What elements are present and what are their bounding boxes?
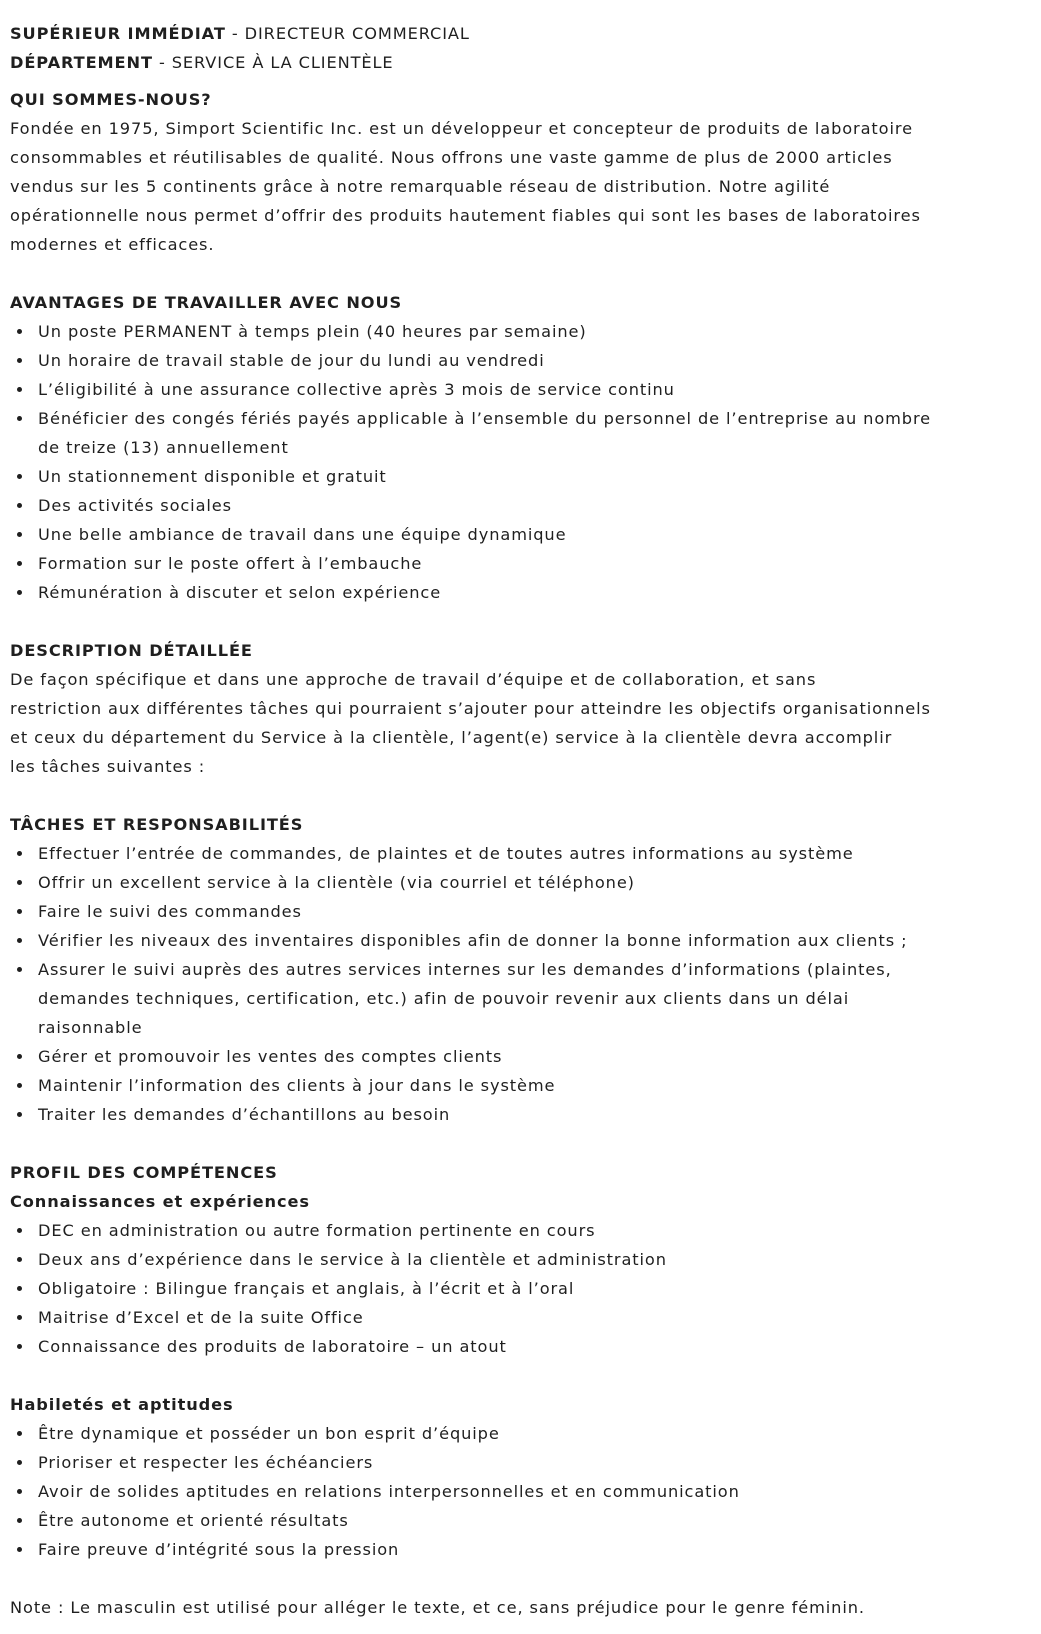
list-item-text: Connaissance des produits de laboratoire – un atout xyxy=(38,1337,507,1356)
description-title: DESCRIPTION DÉTAILLÉE xyxy=(10,641,253,660)
list-item-text: Faire preuve d’intégrité sous la pression xyxy=(38,1540,400,1559)
list-item xyxy=(10,955,968,1042)
advantages-list xyxy=(10,317,1041,607)
description-paragraph xyxy=(10,665,960,781)
list-item xyxy=(10,346,968,375)
list-item-text: Un stationnement disponible et gratuit xyxy=(38,467,387,486)
superior-line xyxy=(10,19,1041,48)
list-item-text: Formation sur le poste offert à l’embauche xyxy=(38,554,423,573)
paragraph-line: Fondée en 1975, Simport Scientific Inc. est un développeur et concepteur de produits de laboratoire xyxy=(10,119,913,138)
paragraph-line: opérationnelle nous permet d’offrir des produits hautement fiables qui sont les bases de laboratoires xyxy=(10,206,921,225)
list-item-text: Obligatoire : Bilingue français et anglais, à l’écrit et à l’oral xyxy=(38,1279,575,1298)
list-item xyxy=(10,1216,968,1245)
list-item-text: Traiter les demandes d’échantillons au besoin xyxy=(38,1105,451,1124)
list-item-text: raisonnable xyxy=(38,1018,143,1037)
paragraph-line: De façon spécifique et dans une approche de travail d’équipe et de collaboration, et sans xyxy=(10,670,817,689)
skills-list xyxy=(10,1419,1041,1564)
department-label: DÉPARTEMENT xyxy=(10,53,153,72)
list-item-text: Prioriser et respecter les échéanciers xyxy=(38,1453,374,1472)
tasks-list xyxy=(10,839,1041,1129)
list-item-text: Des activités sociales xyxy=(38,496,232,515)
list-item-text: Maintenir l’information des clients à jour dans le système xyxy=(38,1076,556,1095)
list-item-text: Gérer et promouvoir les ventes des comptes clients xyxy=(38,1047,503,1066)
list-item xyxy=(10,491,968,520)
superior-label: SUPÉRIEUR IMMÉDIAT xyxy=(10,24,226,43)
list-item xyxy=(10,1071,968,1100)
list-item xyxy=(10,1448,968,1477)
list-item xyxy=(10,578,968,607)
list-item xyxy=(10,1042,968,1071)
about-title: QUI SOMMES-NOUS? xyxy=(10,90,212,109)
list-item-text: L’éligibilité à une assurance collective après 3 mois de service continu xyxy=(38,380,675,399)
list-item-text: Faire le suivi des commandes xyxy=(38,902,302,921)
list-item xyxy=(10,520,968,549)
list-item xyxy=(10,897,968,926)
department-line xyxy=(10,48,1041,77)
list-item-text: Une belle ambiance de travail dans une équipe dynamique xyxy=(38,525,567,544)
list-item xyxy=(10,926,968,955)
list-item xyxy=(10,1535,968,1564)
list-item-text: Un poste PERMANENT à temps plein (40 heures par semaine) xyxy=(38,322,587,341)
list-item xyxy=(10,1100,968,1129)
list-item-text: Deux ans d’expérience dans le service à la clientèle et administration xyxy=(38,1250,667,1269)
superior-value: - DIRECTEUR COMMERCIAL xyxy=(225,24,470,43)
list-item xyxy=(10,1274,968,1303)
list-item xyxy=(10,549,968,578)
list-item xyxy=(10,1419,968,1448)
list-item-text: demandes techniques, certification, etc.) afin de pouvoir revenir aux clients dans un délai xyxy=(38,989,850,1008)
note: Note : Le masculin est utilisé pour alléger le texte, et ce, sans préjudice pour le genre féminin. xyxy=(10,1598,865,1617)
paragraph-line: vendus sur les 5 continents grâce à notre remarquable réseau de distribution. Notre agilité xyxy=(10,177,831,196)
list-item-text: Effectuer l’entrée de commandes, de plaintes et de toutes autres informations au système xyxy=(38,844,854,863)
list-item-text: Rémunération à discuter et selon expérience xyxy=(38,583,442,602)
list-item-text: DEC en administration ou autre formation pertinente en cours xyxy=(38,1221,596,1240)
list-item xyxy=(10,404,968,462)
about-paragraph xyxy=(10,114,960,259)
paragraph-line: et ceux du département du Service à la clientèle, l’agent(e) service à la clientèle devra accomplir xyxy=(10,728,893,747)
paragraph-line: restriction aux différentes tâches qui pourraient s’ajouter pour atteindre les objectifs organisationnels xyxy=(10,699,931,718)
list-item xyxy=(10,317,968,346)
list-item xyxy=(10,1332,968,1361)
list-item-text: Un horaire de travail stable de jour du lundi au vendredi xyxy=(38,351,545,370)
list-item-text: Bénéficier des congés fériés payés applicable à l’ensemble du personnel de l’entreprise au nombre xyxy=(38,409,932,428)
list-item-text: Être dynamique et posséder un bon esprit d’équipe xyxy=(38,1424,500,1443)
list-item xyxy=(10,839,968,868)
list-item-text: Maitrise d’Excel et de la suite Office xyxy=(38,1308,364,1327)
paragraph-line: modernes et efficaces. xyxy=(10,235,215,254)
department-value: - SERVICE À LA CLIENTÈLE xyxy=(152,53,394,72)
list-item xyxy=(10,375,968,404)
list-item xyxy=(10,1303,968,1332)
list-item-text: Avoir de solides aptitudes en relations interpersonnelles et en communication xyxy=(38,1482,740,1501)
profile-title: PROFIL DES COMPÉTENCES xyxy=(10,1163,278,1182)
list-item xyxy=(10,1477,968,1506)
list-item-text: de treize (13) annuellement xyxy=(38,438,289,457)
paragraph-line: les tâches suivantes : xyxy=(10,757,206,776)
advantages-title: AVANTAGES DE TRAVAILLER AVEC NOUS xyxy=(10,293,403,312)
skills-title: Habiletés et aptitudes xyxy=(10,1395,234,1414)
tasks-title: TÂCHES ET RESPONSABILITÉS xyxy=(10,815,304,834)
list-item-text: Être autonome et orienté résultats xyxy=(38,1511,349,1530)
list-item-text: Offrir un excellent service à la clientèle (via courriel et téléphone) xyxy=(38,873,635,892)
list-item xyxy=(10,462,968,491)
knowledge-title: Connaissances et expériences xyxy=(10,1192,310,1211)
paragraph-line: consommables et réutilisables de qualité. Nous offrons une vaste gamme de plus de 2000 articles xyxy=(10,148,893,167)
list-item xyxy=(10,868,968,897)
list-item-text: Vérifier les niveaux des inventaires disponibles afin de donner la bonne information aux clients ; xyxy=(38,931,908,950)
list-item xyxy=(10,1506,968,1535)
knowledge-list xyxy=(10,1216,1041,1361)
list-item-text: Assurer le suivi auprès des autres services internes sur les demandes d’informations (plaintes, xyxy=(38,960,892,979)
list-item xyxy=(10,1245,968,1274)
